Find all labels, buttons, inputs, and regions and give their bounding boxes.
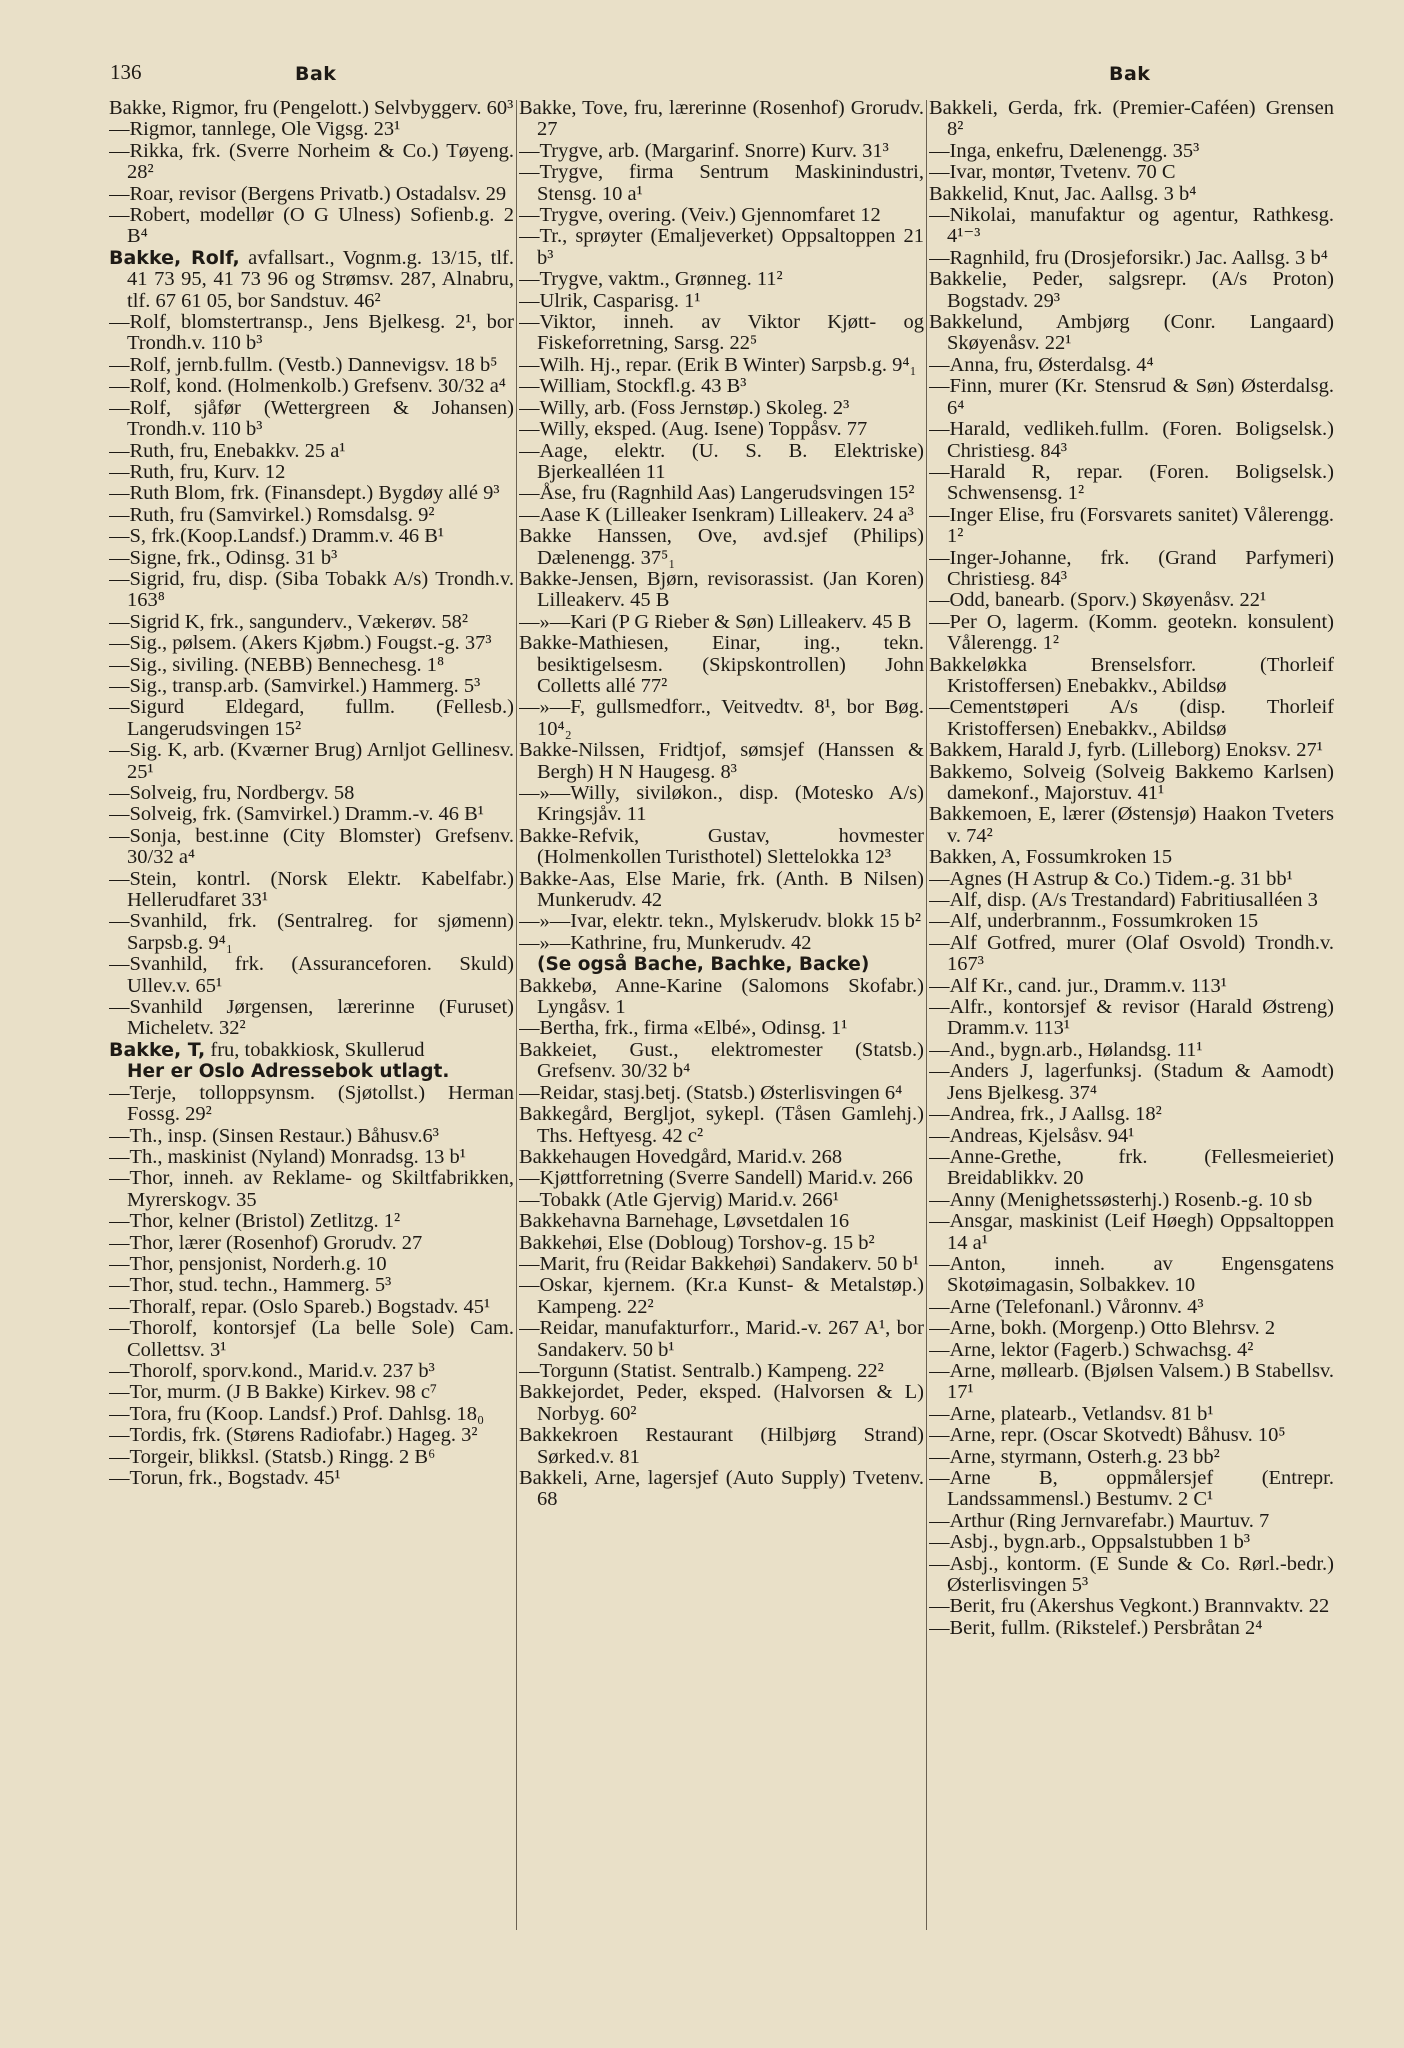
directory-entry <box>519 826 924 869</box>
directory-entry <box>929 505 1334 548</box>
entry-text: —Tordis, frk. (Størens Radiofabr.) Hageg. 3² <box>109 1424 478 1447</box>
directory-entry <box>929 1061 1334 1104</box>
directory-entry <box>109 1083 514 1126</box>
directory-entry <box>929 869 1334 890</box>
directory-entry <box>519 205 924 226</box>
entry-text: —And., bygn.arb., Hølandsg. 11¹ <box>929 1038 1203 1061</box>
directory-entry <box>929 269 1334 312</box>
directory-entry <box>109 1254 514 1275</box>
directory-entry <box>519 141 924 162</box>
entry-text: —Anne-Grethe, frk. (Fellesmeieriet) Breidablikkv. 20 <box>929 1145 1334 1190</box>
directory-entry <box>109 119 514 140</box>
entry-text: —Thor, kelner (Bristol) Zetlitzg. 1² <box>109 1210 401 1233</box>
directory-entry <box>929 1104 1334 1125</box>
entry-text: —Rolf, sjåfør (Wettergreen & Johansen) Trondh.v. 110 b³ <box>109 396 514 441</box>
directory-entry <box>929 1126 1334 1147</box>
directory-entry <box>109 1468 514 1489</box>
directory-entry <box>519 98 924 141</box>
directory-entry <box>519 419 924 440</box>
directory-entry <box>519 869 924 912</box>
directory-entry <box>109 184 514 205</box>
entry-text: Bakke, Rigmor, fru (Pengelott.) Selvbyggerv. 60³ <box>109 98 514 119</box>
entry-text: Bakkeiet, Gust., elektromester (Statsb.) Grefsenv. 30/32 b⁴ <box>519 1038 924 1083</box>
directory-entry <box>519 1468 924 1511</box>
directory-entry <box>929 911 1334 932</box>
directory-entry <box>929 205 1334 248</box>
entry-text: —Arne, platearb., Vetlandsv. 81 b¹ <box>929 1402 1214 1425</box>
entry-text: —Per O, lagerm. (Komm. geotekn. konsulent) Vålerengg. 1² <box>929 610 1334 655</box>
entry-text: —Svanhild, frk. (Assuranceforen. Skuld) Ullev.v. 65¹ <box>109 953 514 997</box>
entry-text: Bakke-Jensen, Bjørn, revisorassist. (Jan Koren) Lilleakerv. 45 B <box>519 567 924 612</box>
entry-text: —Thorolf, kontorsjef (La belle Sole) Cam. Collettsv. 3¹ <box>109 1317 514 1361</box>
directory-entry <box>929 1596 1334 1617</box>
entry-text: —Tora, fru (Koop. Landsf.) Prof. Dahlsg. 18₀ <box>109 1402 485 1425</box>
directory-entry <box>929 1297 1334 1318</box>
entry-text: Bakkegård, Bergljot, sykepl. (Tåsen Gamlehj.) Ths. Heftyesg. 42 c² <box>519 1103 924 1147</box>
entry-text: —Terje, tolloppsynsm. (Sjøtollst.) Herman Fossg. 29² <box>109 1081 514 1126</box>
column-1 <box>109 98 514 2028</box>
entry-text: avfallsart., Vognm.g. 13/15, tlf. 41 73 95, 41 73 96 og Strømsv. 287, Alnabru, tlf. 67 61 05, bor Sandstuv. 46² <box>127 246 514 312</box>
entry-text: fru, tobakkiosk, Skullerud <box>205 1038 425 1061</box>
directory-entry <box>519 291 924 312</box>
directory-note <box>109 1061 514 1082</box>
directory-entry <box>519 783 924 826</box>
directory-entry <box>519 398 924 419</box>
directory-entry <box>109 826 514 869</box>
entry-text: —Sigrid, fru, disp. (Siba Tobakk A/s) Trondh.v. 163⁸ <box>109 567 514 612</box>
directory-entry <box>519 1361 924 1382</box>
entry-text: —Alf, underbrannm., Fossumkroken 15 <box>929 910 1259 933</box>
entry-text: —Åse, fru (Ragnhild Aas) Langerudsvingen 15² <box>519 482 915 505</box>
directory-entry <box>929 655 1334 698</box>
directory-entry <box>109 205 514 248</box>
entry-text: —»—Kathrine, fru, Munkerudv. 42 <box>519 931 812 954</box>
directory-entry <box>109 441 514 462</box>
directory-entry <box>519 441 924 484</box>
entry-text: Her er Oslo Adressebok utlagt. <box>127 1061 450 1083</box>
directory-entry <box>519 1318 924 1361</box>
directory-entry <box>519 569 924 612</box>
entry-text: —Arne, repr. (Oscar Skotvedt) Båhusv. 10⁵ <box>929 1424 1286 1447</box>
directory-entry <box>109 1275 514 1296</box>
directory-entry <box>519 269 924 290</box>
directory-entry <box>929 1190 1334 1211</box>
directory-entry <box>109 1297 514 1318</box>
directory-entry <box>109 1211 514 1232</box>
directory-entry <box>929 1147 1334 1190</box>
entry-text: —Arne, styrmann, Osterh.g. 23 bb² <box>929 1445 1220 1468</box>
directory-entry <box>519 376 924 397</box>
directory-entry <box>109 997 514 1040</box>
directory-entry <box>109 248 514 312</box>
entry-text: —Trygve, firma Sentrum Maskinindustri, Stensg. 10 a¹ <box>519 161 924 205</box>
entry-text: Bakke-Refvik, Gustav, hovmester (Holmenkollen Turisthotel) Slettelokka 12³ <box>519 824 924 869</box>
entry-text: —Bertha, frk., firma «Elbé», Odinsg. 1¹ <box>519 1017 848 1040</box>
directory-entry <box>519 1190 924 1211</box>
entry-text: —Torgeir, blikksl. (Statsb.) Ringg. 2 B⁶ <box>109 1445 436 1468</box>
entry-text: —Arne, lektor (Fagerb.) Schwachsg. 4² <box>929 1338 1254 1361</box>
entry-text: —Solveig, fru, Nordbergv. 58 <box>109 782 355 804</box>
entry-text: —Torun, frk., Bogstadv. 45¹ <box>109 1467 341 1489</box>
directory-entry <box>929 98 1334 141</box>
entry-text: —Svanhild, frk. (Sentralreg. for sjømenn) Sarpsb.g. 9⁴₁ <box>109 910 514 954</box>
directory-entry <box>109 98 514 119</box>
directory-entry <box>109 633 514 654</box>
entry-text: —Inger-Johanne, frk. (Grand Parfymeri) Christiesg. 84³ <box>929 546 1334 590</box>
entry-text: —Viktor, inneh. av Viktor Kjøtt- og Fiskeforretning, Sarsg. 22⁵ <box>519 311 924 355</box>
directory-entry <box>929 248 1334 269</box>
entry-text: Bakkehaugen Hovedgård, Marid.v. 268 <box>519 1145 843 1168</box>
directory-entry <box>929 355 1334 376</box>
directory-entry <box>519 612 924 633</box>
directory-entry <box>929 804 1334 847</box>
directory-entry <box>929 1468 1334 1511</box>
entry-text: —Tobakk (Atle Gjervig) Marid.v. 266¹ <box>519 1188 839 1211</box>
entry-text: —Aase K (Lilleaker Isenkram) Lilleakerv. 24 a³ <box>519 503 914 526</box>
entry-text: —Alf Gotfred, murer (Olaf Osvold) Trondh.v. 167³ <box>929 931 1334 976</box>
directory-entry <box>109 1382 514 1403</box>
directory-entry <box>929 1404 1334 1425</box>
directory-entry <box>519 933 924 954</box>
entry-text: —Thor, stud. techn., Hammerg. 5³ <box>109 1274 392 1297</box>
entry-text: Bakkemo, Solveig (Solveig Bakkemo Karlsen) damekonf., Majorstuv. 41¹ <box>929 760 1334 804</box>
directory-entry <box>519 1083 924 1104</box>
entry-text: Bakkehavna Barnehage, Løvsetdalen 16 <box>519 1210 850 1233</box>
directory-entry <box>519 162 924 205</box>
directory-entry <box>929 847 1334 868</box>
entry-text: —Rigmor, tannlege, Ole Vigsg. 23¹ <box>109 118 401 141</box>
entry-text: —Torgunn (Statist. Sentralb.) Kampeng. 22² <box>519 1359 884 1382</box>
directory-entry <box>109 1425 514 1446</box>
entry-text: Bakke-Mathiesen, Einar, ing., tekn. besiktigelsesm. (Skipskontrollen) John Colletts allé 77² <box>519 632 924 697</box>
entry-text: —Nikolai, manufaktur og agentur, Rathkesg. 4¹⁻³ <box>929 204 1334 248</box>
entry-text: —Reidar, stasj.betj. (Statsb.) Østerlisvingen 6⁴ <box>519 1081 903 1104</box>
entry-text: —Andrea, frk., J Aallsg. 18² <box>929 1103 1162 1126</box>
entry-text: —Agnes (H Astrup & Co.) Tidem.-g. 31 bb¹ <box>929 867 1293 890</box>
directory-entry <box>109 869 514 912</box>
entry-text: —Solveig, frk. (Samvirkel.) Dramm.-v. 46 B¹ <box>109 803 484 826</box>
entry-text: —Rolf, jernb.fullm. (Vestb.) Dannevigsv. 18 b⁵ <box>109 353 498 376</box>
entry-text: —Kjøttforretning (Sverre Sandell) Marid.v. 266 <box>519 1167 913 1190</box>
entry-text: Bakkelid, Knut, Jac. Aallsg. 3 b⁴ <box>929 182 1197 205</box>
directory-entry <box>519 226 924 269</box>
entry-text: —Th., maskinist (Nyland) Monradsg. 13 b¹ <box>109 1145 466 1168</box>
entry-heading-name: Bakke, Rolf, <box>109 246 240 269</box>
entry-text: —Ruth, fru, Enebakkv. 25 a¹ <box>109 439 346 462</box>
entry-text: —Svanhild Jørgensen, lærerinne (Furuset) Micheletv. 32² <box>109 996 514 1040</box>
directory-entry <box>929 1254 1334 1297</box>
entry-text: —Anna, fru, Østerdalsg. 4⁴ <box>929 353 1154 376</box>
entry-text: —Ulrik, Casparisg. 1¹ <box>519 289 701 312</box>
directory-entry <box>109 1168 514 1211</box>
entry-text: —Sigurd Eldegard, fullm. (Fellesb.) Langerudsvingen 15² <box>109 696 514 740</box>
entry-text: —Thor, lærer (Rosenhof) Grorudv. 27 <box>109 1231 423 1254</box>
entry-text: —Ansgar, maskinist (Leif Høegh) Oppsaltoppen 14 a¹ <box>929 1210 1334 1254</box>
directory-entry <box>109 612 514 633</box>
entry-text: —Ivar, montør, Tvetenv. 70 C <box>929 161 1176 184</box>
directory-entry <box>929 590 1334 611</box>
entry-text: —Arne, bokh. (Morgenp.) Otto Blehrsv. 2 <box>929 1317 1276 1340</box>
entry-text: —Sigrid K, frk., sangunderv., Vækerøv. 58² <box>109 610 468 633</box>
directory-entry <box>109 1361 514 1382</box>
directory-entry <box>519 1233 924 1254</box>
directory-entry <box>109 1040 514 1061</box>
entry-text: —Arthur (Ring Jernvarefabr.) Maurtuv. 7 <box>929 1509 1270 1532</box>
entry-text: —Harald R, repar. (Foren. Boligselsk.) Schwensensg. 1² <box>929 460 1334 505</box>
directory-entry <box>519 312 924 355</box>
entry-text: —Asbj., kontorm. (E Sunde & Co. Rørl.-bedr.) Østerlisvingen 5³ <box>929 1552 1334 1597</box>
directory-entry <box>929 184 1334 205</box>
directory-entry <box>519 1425 924 1468</box>
directory-entry <box>109 911 514 954</box>
directory-entry <box>929 548 1334 591</box>
directory-entry <box>929 933 1334 976</box>
directory-entry <box>519 1382 924 1425</box>
entry-text: —Rikka, frk. (Sverre Norheim & Co.) Tøyeng. 28² <box>109 139 514 184</box>
directory-entry <box>109 1404 514 1425</box>
directory-note <box>519 954 924 975</box>
running-head-right: Bak <box>1109 63 1151 85</box>
directory-entry <box>109 141 514 184</box>
directory-entry <box>929 162 1334 183</box>
entry-text: —Willy, arb. (Foss Jernstøp.) Skoleg. 2³ <box>519 396 850 419</box>
directory-entry <box>519 526 924 569</box>
directory-entry <box>109 676 514 697</box>
entry-text: Bakkejordet, Peder, eksped. (Halvorsen & L) Norbyg. 60² <box>519 1381 924 1425</box>
directory-entry <box>929 376 1334 419</box>
directory-entry <box>929 1340 1334 1361</box>
entry-text: Bakke, Tove, fru, lærerinne (Rosenhof) Grorudv. 27 <box>519 98 924 141</box>
entry-text: —Asbj., bygn.arb., Oppsalstubben 1 b³ <box>929 1531 1251 1554</box>
entry-text: Bakkehøi, Else (Dobloug) Torshov-g. 15 b² <box>519 1231 875 1254</box>
directory-entry <box>109 1447 514 1468</box>
directory-entry <box>929 1425 1334 1446</box>
entry-text: —Alf Kr., cand. jur., Dramm.v. 113¹ <box>929 974 1227 997</box>
directory-entry <box>929 462 1334 505</box>
column-2 <box>519 98 924 2028</box>
directory-entry <box>519 740 924 783</box>
directory-entry <box>109 1318 514 1361</box>
entry-text: —Thor, pensjonist, Norderh.g. 10 <box>109 1252 387 1275</box>
directory-entry <box>109 740 514 783</box>
directory-entry <box>109 804 514 825</box>
entry-text: —Arne, møllearb. (Bjølsen Valsem.) B Stabellsv. 17¹ <box>929 1359 1334 1404</box>
directory-entry <box>519 697 924 740</box>
entry-text: —Inga, enkefru, Dælenengg. 35³ <box>929 139 1200 162</box>
directory-entry <box>929 697 1334 740</box>
directory-entry <box>929 1511 1334 1532</box>
directory-entry <box>519 1254 924 1275</box>
entry-text: —Wilh. Hj., repar. (Erik B Winter) Sarpsb.g. 9⁴₁ <box>519 353 917 376</box>
directory-entry <box>519 1040 924 1083</box>
entry-text: —Ruth, fru (Samvirkel.) Romsdalsg. 9² <box>109 503 435 526</box>
entry-text: —S, frk.(Koop.Landsf.) Dramm.v. 46 B¹ <box>109 525 445 548</box>
entry-text: —Cementstøperi A/s (disp. Thorleif Kristoffersen) Enebakkv., Abildsø <box>929 696 1334 740</box>
entry-text: —Trygve, overing. (Veiv.) Gjennomfaret 12 <box>519 204 881 227</box>
directory-entry <box>929 890 1334 911</box>
entry-text: —Andreas, Kjelsåsv. 94¹ <box>929 1124 1135 1147</box>
directory-entry <box>929 997 1334 1040</box>
directory-entry <box>109 398 514 441</box>
entry-text: —Thorolf, sporv.kond., Marid.v. 237 b³ <box>109 1359 435 1382</box>
directory-entry <box>929 1532 1334 1553</box>
entry-text: —Odd, banearb. (Sporv.) Skøyenåsv. 22¹ <box>929 589 1267 612</box>
entry-text: —Sonja, best.inne (City Blomster) Grefsenv. 30/32 a⁴ <box>109 824 514 869</box>
directory-entry <box>519 911 924 932</box>
entry-text: —William, Stockfl.g. 43 B³ <box>519 375 747 398</box>
directory-entry <box>519 1168 924 1189</box>
directory-entry <box>109 954 514 997</box>
directory-entry <box>109 483 514 504</box>
directory-entry <box>929 740 1334 761</box>
column-divider <box>516 100 517 1930</box>
entry-text: —»—Ivar, elektr. tekn., Mylskerudv. blokk 15 b² <box>519 910 921 933</box>
entry-text: —Anders J, lagerfunksj. (Stadum & Aamodt) Jens Bjelkesg. 37⁴ <box>929 1060 1334 1104</box>
directory-entry <box>519 1211 924 1232</box>
directory-entry <box>519 633 924 697</box>
entry-text: —Alf, disp. (A/s Trestandard) Fabritiusalléen 3 <box>929 889 1318 912</box>
entry-text: —Tor, murm. (J B Bakke) Kirkev. 98 c⁷ <box>109 1381 438 1404</box>
directory-entry <box>929 1554 1334 1597</box>
entry-text: —Ruth, fru, Kurv. 12 <box>109 460 286 483</box>
directory-entry <box>519 1018 924 1039</box>
entry-text: —Tr., sprøyter (Emaljeverket) Oppsaltoppen 21 b³ <box>519 225 924 269</box>
entry-text: —Ragnhild, fru (Drosjeforsikr.) Jac. Aallsg. 3 b⁴ <box>929 246 1328 269</box>
directory-entry <box>109 783 514 804</box>
entry-text: Bakkem, Harald J, fyrb. (Lilleborg) Enoksv. 27¹ <box>929 739 1323 762</box>
directory-entry <box>519 1275 924 1318</box>
entry-heading-name: Bakke, T, <box>109 1038 206 1061</box>
directory-entry <box>929 762 1334 805</box>
column-3 <box>929 98 1334 2028</box>
entry-text: —Aage, elektr. (U. S. B. Elektriske) Bjerkealléen 11 <box>519 439 924 483</box>
entry-text: —»—Willy, siviløkon., disp. (Motesko A/s) Kringsjåv. 11 <box>519 782 924 826</box>
directory-entry <box>109 376 514 397</box>
entry-text: —Sig., transp.arb. (Samvirkel.) Hammerg. 5³ <box>109 674 481 697</box>
entry-text: —Sig., pølsem. (Akers Kjøbm.) Fougst.-g. 37³ <box>109 632 492 655</box>
entry-text: —Rolf, blomstertransp., Jens Bjelkesg. 2¹, bor Trondh.v. 110 b³ <box>109 311 514 355</box>
directory-entry <box>519 1147 924 1168</box>
entry-text: —Sig., siviling. (NEBB) Bennechesg. 1⁸ <box>109 653 445 676</box>
directory-entry <box>519 355 924 376</box>
directory-entry <box>109 569 514 612</box>
directory-entry <box>929 612 1334 655</box>
directory-entry <box>109 697 514 740</box>
directory-entry <box>929 312 1334 355</box>
entry-text: —Inger Elise, fru (Forsvarets sanitet) Vålerengg. 1² <box>929 503 1334 548</box>
entry-text: —Oskar, kjernem. (Kr.a Kunst- & Metalstøp.) Kampeng. 22² <box>519 1274 924 1318</box>
directory-entry <box>109 312 514 355</box>
directory-entry <box>519 483 924 504</box>
entry-text: (Se også Bache, Bachke, Backe) <box>537 954 870 976</box>
entry-text: Bakke Hanssen, Ove, avd.sjef (Philips) Dælenengg. 37⁵₁ <box>519 525 924 569</box>
entry-text: Bakken, A, Fossumkroken 15 <box>929 846 1173 869</box>
entry-text: Bakkeløkka Brenselsforr. (Thorleif Kristoffersen) Enebakkv., Abildsø <box>929 653 1334 697</box>
directory-entry <box>109 462 514 483</box>
entry-text: —Ruth Blom, frk. (Finansdept.) Bygdøy allé 9³ <box>109 482 500 505</box>
entry-text: Bakkekroen Restaurant (Hilbjørg Strand) Sørked.v. 81 <box>519 1424 924 1468</box>
directory-entry <box>929 1040 1334 1061</box>
directory-entry <box>929 1618 1334 1639</box>
entry-text: —Arne B, oppmålersjef (Entrepr. Landssammensl.) Bestumv. 2 C¹ <box>929 1467 1334 1511</box>
entry-text: Bakkeli, Arne, lagersjef (Auto Supply) Tvetenv. 68 <box>519 1467 924 1511</box>
directory-entry <box>109 1233 514 1254</box>
entry-text: —Sig. K, arb. (Kværner Brug) Arnljot Gellinesv. 25¹ <box>109 739 514 783</box>
directory-entry <box>109 505 514 526</box>
entry-text: —»—F, gullsmedforr., Veitvedtv. 8¹, bor Bøg. 10⁴₂ <box>519 696 924 740</box>
entry-text: —Arne (Telefonanl.) Våronnv. 4³ <box>929 1295 1204 1318</box>
page-header <box>0 0 1404 110</box>
entry-text: Bakkeli, Gerda, frk. (Premier-Caféen) Grensen 8² <box>929 98 1334 141</box>
directory-entry <box>929 976 1334 997</box>
directory-entry <box>109 526 514 547</box>
column-divider <box>926 100 927 1930</box>
entry-text: —Th., insp. (Sinsen Restaur.) Båhusv.6³ <box>109 1124 439 1147</box>
entry-text: —Finn, murer (Kr. Stensrud & Søn) Østerdalsg. 6⁴ <box>929 375 1334 419</box>
entry-text: —Roar, revisor (Bergens Privatb.) Ostadalsv. 29 <box>109 182 507 205</box>
page-number: 136 <box>110 60 142 84</box>
entry-text: —Anton, inneh. av Engensgatens Skotøimagasin, Solbakkev. 10 <box>929 1252 1334 1297</box>
directory-entry <box>929 1361 1334 1404</box>
entry-text: —Trygve, vaktm., Grønneg. 11² <box>519 268 783 291</box>
entry-text: —Willy, eksped. (Aug. Isene) Toppåsv. 77 <box>519 418 868 441</box>
directory-entry <box>929 1318 1334 1339</box>
directory-entry <box>109 655 514 676</box>
entry-text: —Stein, kontrl. (Norsk Elektr. Kabelfabr.) Hellerudfaret 33¹ <box>109 867 514 912</box>
entry-text: Bakke-Nilssen, Fridtjof, sømsjef (Hanssen & Bergh) H N Haugesg. 8³ <box>519 739 924 783</box>
entry-text: —Reidar, manufakturforr., Marid.-v. 267 A¹, bor Sandakerv. 50 b¹ <box>519 1317 924 1361</box>
entry-text: —Rolf, kond. (Holmenkolb.) Grefsenv. 30/32 a⁴ <box>109 375 506 398</box>
entry-text: —Alfr., kontorsjef & revisor (Harald Østreng) Dramm.v. 113¹ <box>929 996 1334 1040</box>
entry-text: Bakkelund, Ambjørg (Conr. Langaard) Skøyenåsv. 22¹ <box>929 311 1334 355</box>
directory-entry <box>109 1147 514 1168</box>
directory-entry <box>109 548 514 569</box>
directory-entry <box>109 1126 514 1147</box>
entry-text: —Robert, modellør (O G Ulness) Sofienb.g. 2 B⁴ <box>109 204 514 248</box>
entry-text: —Thor, inneh. av Reklame- og Skiltfabrikken, Myrerskogv. 35 <box>109 1167 514 1211</box>
entry-text: —Berit, fru (Akershus Vegkont.) Brannvaktv. 22 <box>929 1595 1330 1618</box>
directory-columns <box>109 98 1341 2028</box>
entry-text: —Berit, fullm. (Rikstelef.) Persbråtan 2⁴ <box>929 1616 1263 1639</box>
entry-text: Bakkelie, Peder, salgsrepr. (A/s Proton) Bogstadv. 29³ <box>929 268 1334 312</box>
directory-entry <box>519 1104 924 1147</box>
entry-text: —Signe, frk., Odinsg. 31 b³ <box>109 546 338 569</box>
running-head-left: Bak <box>295 63 337 85</box>
directory-entry <box>519 505 924 526</box>
entry-text: Bakkemoen, E, lærer (Østensjø) Haakon Tveters v. 74² <box>929 803 1334 847</box>
entry-text: Bakke-Aas, Else Marie, frk. (Anth. B Nilsen) Munkerudv. 42 <box>519 867 924 912</box>
entry-text: —Marit, fru (Reidar Bakkehøi) Sandakerv. 50 b¹ <box>519 1252 919 1275</box>
entry-text: —Harald, vedlikeh.fullm. (Foren. Boligselsk.) Christiesg. 84³ <box>929 418 1334 462</box>
directory-entry <box>929 1211 1334 1254</box>
directory-entry <box>929 141 1334 162</box>
directory-entry <box>519 976 924 1019</box>
directory-entry <box>929 419 1334 462</box>
entry-text: —Trygve, arb. (Margarinf. Snorre) Kurv. 31³ <box>519 139 889 162</box>
entry-text: —Thoralf, repar. (Oslo Spareb.) Bogstadv. 45¹ <box>109 1295 491 1318</box>
directory-entry <box>109 355 514 376</box>
entry-text: Bakkebø, Anne-Karine (Salomons Skofabr.) Lyngåsv. 1 <box>519 974 924 1019</box>
entry-text: —Anny (Menighetssøsterhj.) Rosenb.-g. 10 sb <box>929 1188 1313 1211</box>
directory-entry <box>929 1447 1334 1468</box>
entry-text: —»—Kari (P G Rieber & Søn) Lilleakerv. 45 B <box>519 610 912 633</box>
